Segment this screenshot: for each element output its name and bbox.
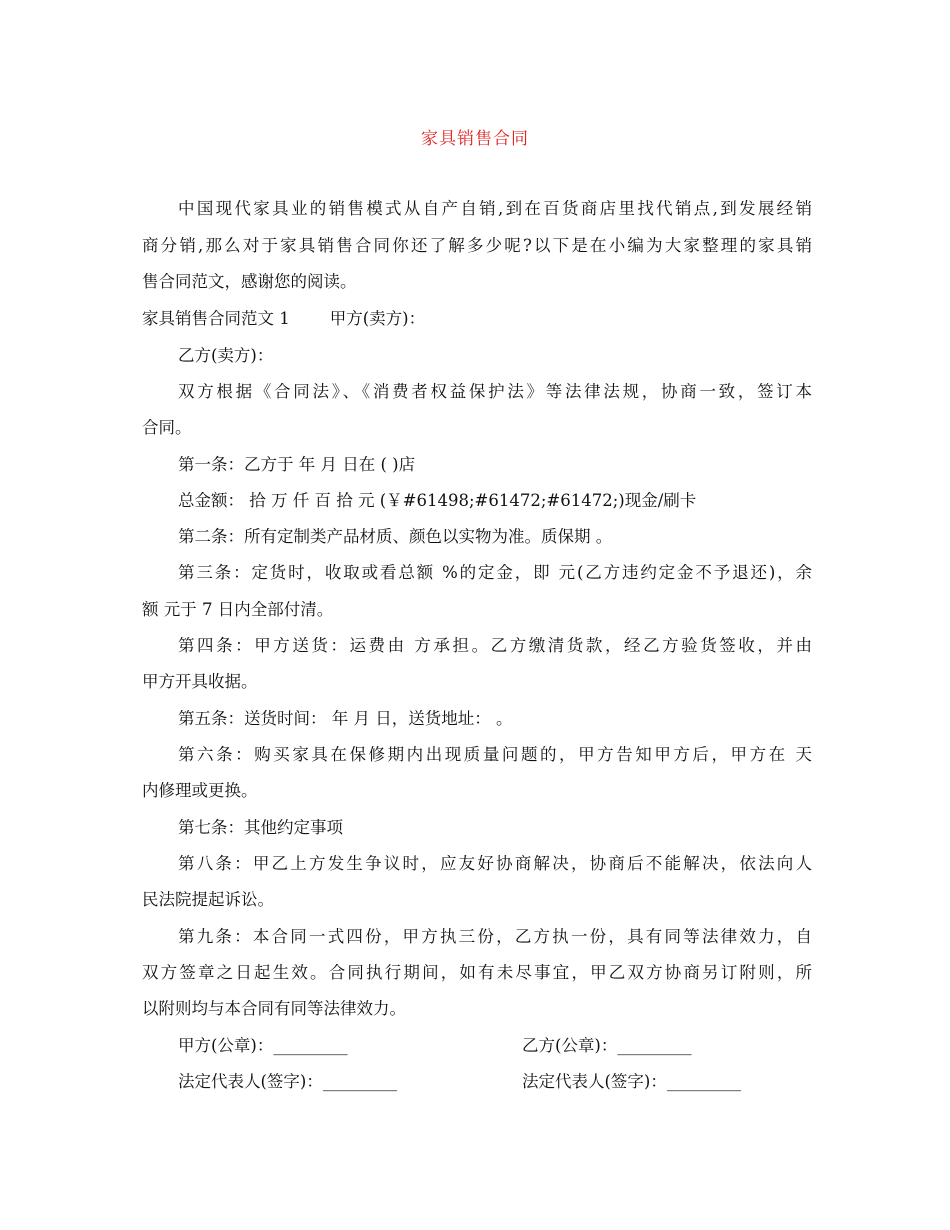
article-4-line: 甲方开具收据。: [142, 672, 258, 691]
party-a-label: 甲方(卖方)：: [329, 309, 426, 328]
document-title: 家具销售合同: [421, 129, 529, 149]
basis-line: 合同。: [142, 418, 192, 437]
party-a-seal: 甲方(公章)：_________: [178, 1036, 348, 1055]
article-6-line: 第六条：购买家具在保修期内出现质量问题的，甲方告知甲方后，甲方在 天: [178, 745, 812, 764]
party-b-seal: 乙方(公章)：_________: [522, 1036, 692, 1055]
intro-line: 售合同范文，感谢您的阅读。: [142, 272, 357, 291]
party-b-representative: 法定代表人(签字)：_________: [522, 1072, 742, 1091]
article-4-line: 第四条：甲方送货：运费由 方承担。乙方缴清货款，经乙方验货签收，并由: [178, 636, 812, 655]
party-b-label: 乙方(卖方)：: [178, 346, 274, 365]
article-3-line: 额 元于 7 日内全部付清。: [142, 600, 334, 619]
sample-heading: 家具销售合同范文 1: [142, 309, 290, 328]
article-8-line: 民法院提起诉讼。: [142, 890, 274, 909]
sample-heading-row: [142, 306, 812, 332]
article-9-line: 以附则均与本合同有同等法律效力。: [142, 999, 406, 1018]
article-5: 第五条：送货时间： 年 月 日，送货地址： 。: [178, 709, 513, 728]
party-a-representative: 法定代表人(签字)：_________: [178, 1072, 398, 1091]
intro-line: 商分销,那么对于家具销售合同你还了解多少呢?以下是在小编为大家整理的家具销: [142, 236, 812, 255]
article-1: 第一条：乙方于 年 月 日在 ( )店: [178, 455, 416, 474]
article-2: 第二条：所有定制类产品材质、颜色以实物为准。质保期 。: [178, 527, 613, 546]
article-9-line: 双方签章之日起生效。合同执行期间，如有未尽事宜，甲乙双方协商另订附则，所: [142, 963, 812, 982]
article-3-line: 第三条：定货时，收取或看总额 %的定金，即 元(乙方违约定金不予退还)，余: [178, 563, 812, 582]
article-7: 第七条：其他约定事项: [178, 818, 343, 837]
article-9-line: 第九条：本合同一式四份，甲方执三份，乙方执一份，具有同等法律效力，自: [178, 927, 812, 946]
intro-line: 中国现代家具业的销售模式从自产自销,到在百货商店里找代销点,到发展经销: [178, 199, 812, 218]
basis-line: 双方根据《合同法》、《消费者权益保护法》等法律法规，协商一致，签订本: [178, 382, 812, 401]
article-6-line: 内修理或更换。: [142, 781, 258, 800]
article-8-line: 第八条：甲乙上方发生争议时，应友好协商解决，协商后不能解决，依法向人: [178, 854, 812, 873]
total-amount: 总金额： 拾 万 仟 百 拾 元 (￥#61498;#61472;#61472;)现金/刷卡: [178, 491, 697, 510]
